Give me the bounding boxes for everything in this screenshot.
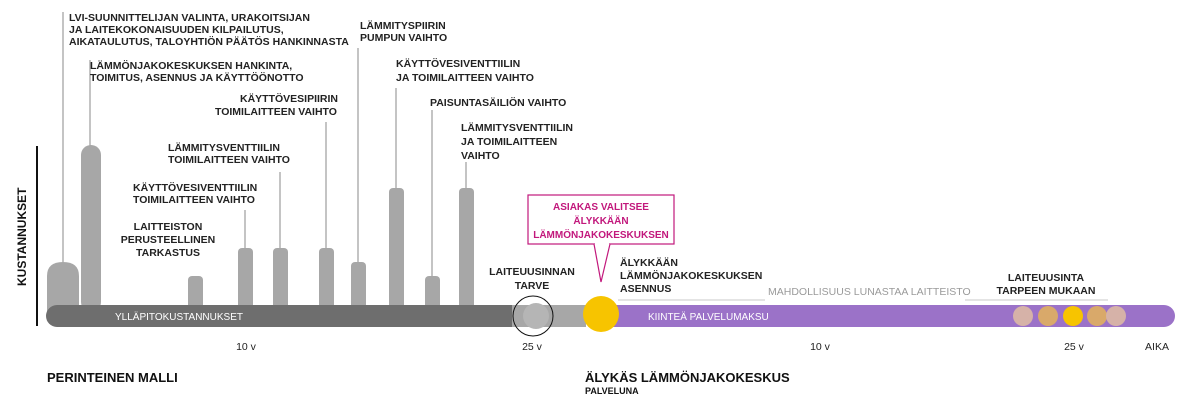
renewal-dot — [1087, 306, 1107, 326]
annotation-line: LÄMMÖNJAKOKESKUKSEN — [620, 270, 763, 282]
annotation-renewal-need — [489, 266, 575, 292]
annotation-line: LÄMMITYSVENTTIILIN — [168, 142, 280, 154]
annotation-line: KÄYTTÖVESIVENTTIILIN — [396, 58, 521, 70]
renewal-dots — [1013, 306, 1126, 326]
annotation-line: TARVE — [514, 280, 550, 292]
annotation-water-circuit — [215, 92, 338, 118]
annotation-line: JA TOIMILAITTEEN — [461, 136, 558, 148]
renewal-dot-highlight — [1063, 306, 1083, 326]
annotation-line: JA LAITEKOKONAISUUDEN KILPAILUTUS, — [69, 24, 284, 36]
smart-model-title: ÄLYKÄS LÄMMÖNJAKOKESKUS — [585, 370, 790, 385]
switch-point-marker — [583, 296, 619, 332]
cost-bar — [351, 262, 366, 312]
annotation-line: TOIMITUS, ASENNUS JA KÄYTTÖÖNOTTO — [90, 72, 304, 84]
callout-line-3: LÄMMÖNJAKOKESKUKSEN — [533, 230, 669, 241]
cost-bar-installation — [81, 145, 101, 312]
annotation-line: PUMPUN VAIHTO — [360, 32, 448, 44]
annotation-line: LÄMMITYSVENTTIILIN — [461, 122, 573, 134]
annotation-line: PERUSTEELLINEN — [120, 234, 216, 246]
annotation-pump — [360, 19, 447, 44]
tick-label-10v-traditional: 10 v — [236, 341, 256, 353]
callout-line-1: ASIAKAS VALITSEE — [553, 202, 649, 213]
callout-line-2: ÄLYKKÄÄN — [573, 216, 629, 227]
annotation-planning — [69, 12, 349, 48]
y-axis-label: KUSTANNUKSET — [15, 187, 29, 286]
cost-bar — [238, 248, 253, 312]
annotation-line: VAIHTO — [461, 150, 500, 162]
annotation-line: TOIMILAITTEEN VAIHTO — [168, 154, 290, 166]
renewal-dot — [1106, 306, 1126, 326]
renewal-dot — [1038, 306, 1058, 326]
smart-model-subtitle: PALVELUNA — [585, 386, 639, 396]
annotation-line: LÄMMITYSPIIRIN — [360, 20, 446, 32]
cost-bars — [47, 145, 474, 312]
buyout-option-label: MAHDOLLISUUS LUNASTAA LAITTEISTO — [768, 286, 971, 298]
annotation-line: LÄMMÖNJAKOKESKUKSEN HANKINTA, — [90, 60, 293, 72]
maintenance-bar-label: YLLÄPITOKUSTANNUKSET — [115, 312, 243, 323]
cost-bar — [273, 248, 288, 312]
annotation-heating-valve-2 — [461, 121, 573, 162]
annotation-renewal-on-demand — [997, 272, 1096, 297]
service-fee-bar-label: KIINTEÄ PALVELUMAKSU — [648, 312, 769, 323]
annotation-installation — [90, 59, 304, 84]
annotation-line: KÄYTTÖVESIPIIRIN — [240, 93, 339, 105]
annotation-water-valve-2 — [396, 57, 534, 84]
tick-label-25v-service: 25 v — [1064, 341, 1084, 353]
annotation-smart-install — [620, 256, 762, 295]
annotation-line: TARPEEN MUKAAN — [996, 285, 1096, 297]
annotation-line: AIKATAULUTUS, TALOYHTIÖN PÄÄTÖS HANKINNASTA — [69, 36, 349, 48]
annotation-expansion-tank — [430, 96, 566, 109]
annotation-line: TARKASTUS — [136, 247, 200, 259]
annotation-line: JA TOIMILAITTEEN VAIHTO — [396, 72, 534, 84]
annotation-line: ASENNUS — [620, 283, 672, 295]
cost-bar — [319, 248, 334, 312]
annotation-water-valve — [133, 181, 257, 206]
renewal-need-marker — [523, 303, 549, 329]
annotation-line: ÄLYKKÄÄN — [620, 257, 678, 269]
annotation-line: LAITEUUSINTA — [1007, 272, 1085, 284]
annotation-line: PAISUNTASÄILIÖN VAIHTO — [430, 97, 567, 109]
annotation-line: KÄYTTÖVESIVENTTIILIN — [133, 182, 258, 194]
renewal-dot — [1013, 306, 1033, 326]
annotation-heating-valve — [168, 141, 290, 166]
traditional-model-title: PERINTEINEN MALLI — [47, 370, 178, 385]
callout-pointer — [594, 244, 610, 282]
annotation-inspection — [121, 221, 216, 259]
annotation-line: TOIMILAITTEEN VAIHTO — [133, 194, 255, 206]
annotation-line: LAITEUUSINNAN — [489, 266, 575, 278]
annotation-line: LAITTEISTON — [133, 221, 203, 233]
annotation-line: LVI-SUUNNITTELIJAN VALINTA, URAKOITSIJAN — [69, 12, 310, 24]
cost-bar — [389, 188, 404, 312]
tick-label-25v-traditional: 25 v — [522, 341, 542, 353]
annotation-line: TOIMILAITTEEN VAIHTO — [215, 106, 337, 118]
cost-bar-planning — [47, 262, 79, 312]
tick-label-10v-service: 10 v — [810, 341, 830, 353]
cost-bar — [459, 188, 474, 312]
time-axis-label: AIKA — [1145, 341, 1169, 353]
